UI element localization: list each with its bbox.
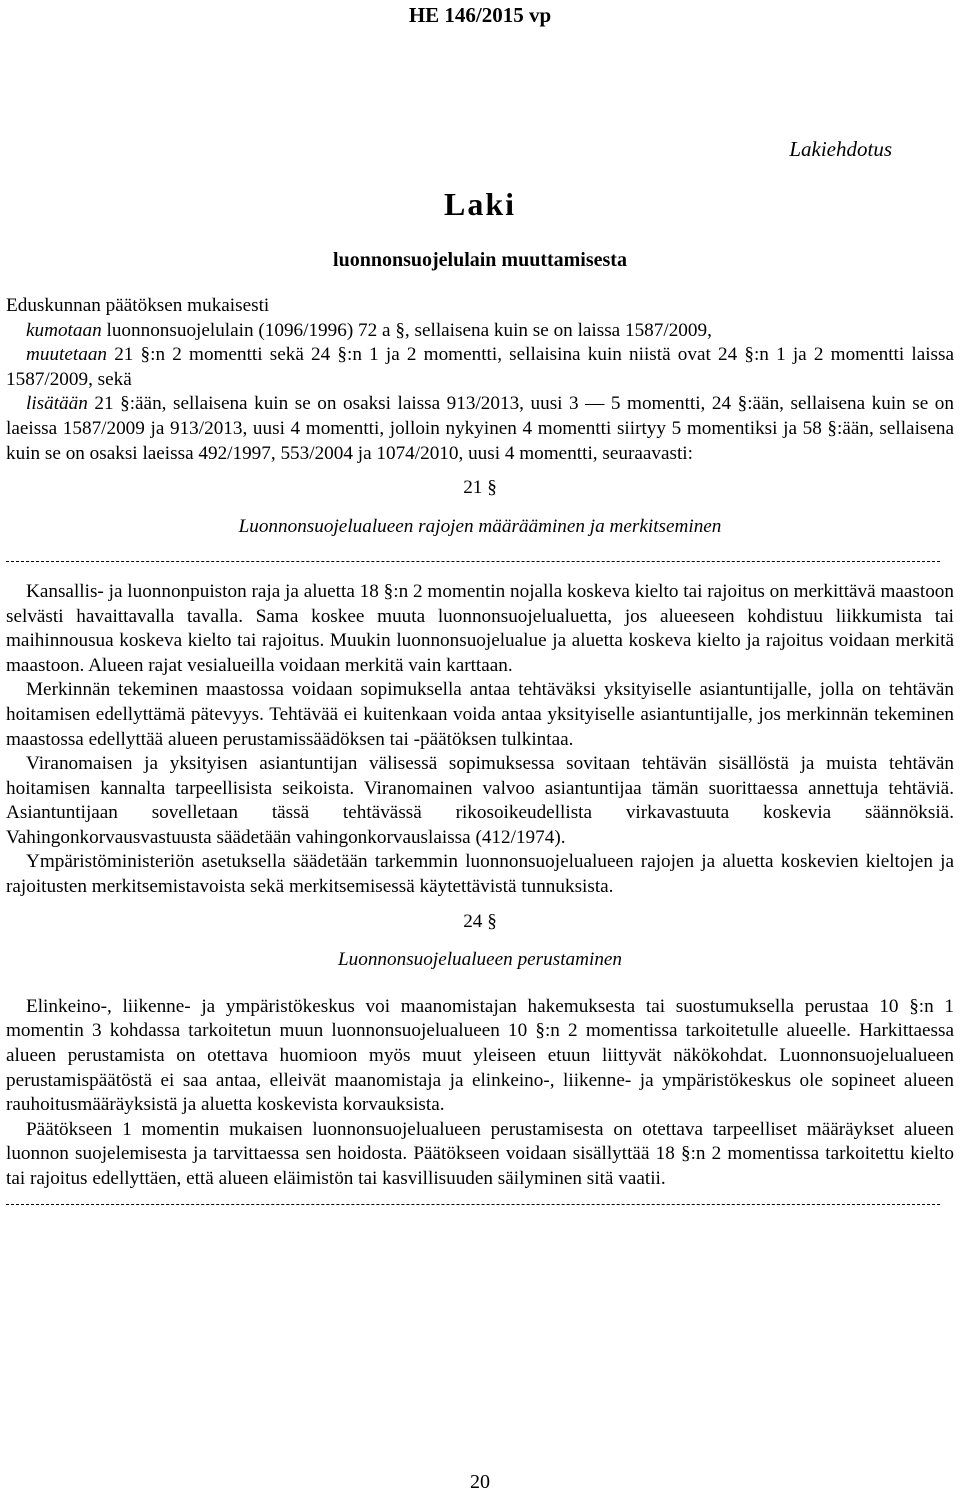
section-24-heading: Luonnonsuojelualueen perustaminen bbox=[337, 949, 623, 971]
omission-divider bbox=[6, 1192, 954, 1217]
preamble-amend bbox=[6, 343, 954, 392]
section-24-paragraph: Päätökseen 1 momentin mukaisen luonnonsuojelualueen perustamisesta on otettava tarpeelliset määräykset alueen luonnon suojelemisesta ja tarvittaessa sen hoidosta. Päätökseen voidaan sisällyttää 18 §:n 2 momentissa tarkoitettu kielto tai rajoitus edellyttäen, että alueen eläimistön tai kasvillisuuden säilyminen sitä vaatii. bbox=[6, 1118, 954, 1189]
preamble-repeal-text: luonnonsuojelulain (1096/1996) 72 a §, sellaisena kuin se on laissa 1587/2009, bbox=[101, 319, 712, 341]
section-21-paragraph: Viranomaisen ja yksityisen asiantuntijan välisessä sopimuksessa sovitaan tehtävän sisällöstä ja muista tehtävän hoitamisen kannalta tarpeellisista seikoista. Viranomainen valvoo asiantuntijaa tämän suorittaessa annettuja tehtäviä. Asiantuntijaan sovelletaan tässä tehtävässä rikosoikeudellista virkavastuuta koskevia säännöksiä. Vahingonkorvausvastuusta säädetään vahingonkorvauslaissa (412/1974). bbox=[6, 753, 954, 848]
omission-divider bbox=[6, 549, 954, 574]
preamble-repeal bbox=[6, 319, 954, 344]
section-21-paragraph: Merkinnän tekeminen maastossa voidaan sopimuksella antaa tehtäväksi yksityiselle asiantuntijalle, jolla on tehtävän hoitamisen edellyttämä pätevyys. Tehtävää ei kuitenkaan voida antaa yksityiselle asiantuntijalle, jos merkinnän tekeminen maastossa edellyttää alueen perustamissäädöksen tai -päätöksen tulkintaa. bbox=[6, 679, 954, 750]
proposal-label: Lakiehdotus bbox=[789, 137, 892, 161]
section-24-number: 24 § bbox=[463, 910, 497, 932]
preamble-intro: Eduskunnan päätöksen mukaisesti bbox=[6, 295, 270, 316]
section-21-paragraph: Ympäristöministeriön asetuksella säädetään tarkemmin luonnonsuojelualueen rajojen ja aluetta koskevien kieltojen ja rajoitusten merkitsemistavoista sekä merkitsemisessä käytettävistä tunnuksista. bbox=[6, 851, 954, 898]
preamble-repeal-verb: kumotaan bbox=[26, 319, 102, 341]
section-21-paragraph: Kansallis- ja luonnonpuiston raja ja aluetta 18 §:n 2 momentin nojalla koskeva kielto tai rajoitus on merkittävä maastoon selvästi havaittavalla tavalla. Sama koskee muuta luonnonsuojelualuetta, jos alueeseen kohdistuu liikkumista tai maihinnousua koskeva kielto tai rajoitus. Muukin luonnonsuojelualue ja aluetta koskeva kielto ja rajoitus voidaan merkitä maastoon. Alueen rajat vesialueilla voidaan merkitä vain karttaan. bbox=[6, 580, 954, 676]
section-21-heading: Luonnonsuojelualueen rajojen määrääminen ja merkitseminen bbox=[238, 515, 722, 537]
preamble-amend-verb: muutetaan bbox=[26, 344, 108, 366]
law-subtitle: luonnonsuojelulain muuttamisesta bbox=[333, 249, 627, 271]
preamble-add bbox=[6, 392, 954, 466]
page-number: 20 bbox=[470, 1471, 490, 1493]
section-24-paragraph: Elinkeino-, liikenne- ja ympäristökeskus voi maanomistajan hakemuksesta tai suostumuksella perustaa 10 §:n 1 momentin 3 kohdassa tarkoitetun muun luonnonsuojelualueen 10 §:n 2 momentissa tarkoitetulle alueelle. Harkittaessa alueen perustamista on otettava huomioon myös muut yleiseen etuun liittyvät näkökohdat. Luonnonsuojelualueen perustamispäätöstä ei saa antaa, elleivät maanomistaja ja elinkeino-, liikenne- ja ympäristökeskus ole sopineet alueen rauhoitusmääräyksistä ja aluetta koskevista korvauksista. bbox=[6, 995, 954, 1116]
preamble-amend-text: 21 §:n 2 momentti sekä 24 §:n 1 ja 2 momentti, sellaisina kuin niistä ovat 24 §:n 1 ja 2 momentti laissa 1587/2009, sekä bbox=[6, 344, 954, 390]
document-id-header: HE 146/2015 vp bbox=[408, 3, 552, 27]
law-title: Laki bbox=[443, 186, 517, 222]
document-body bbox=[6, 294, 954, 1216]
section-21-number: 21 § bbox=[463, 477, 497, 499]
preamble-add-verb: lisätään bbox=[26, 393, 88, 415]
preamble-add-text: 21 §:ään, sellaisena kuin se on osaksi laissa 913/2013, uusi 3 — 5 momentti, 24 §:ään, sellaisena kuin se on laeissa 1587/2009 ja 913/2013, uusi 4 momentti, jolloin nykyinen 4 momentti siirtyy 5 momentiksi ja 58 §:ään, sellaisena kuin se on osaksi laeissa 492/1997, 553/2004 ja 1074/2010, uusi 4 momentti, seuraavasti: bbox=[6, 393, 954, 464]
